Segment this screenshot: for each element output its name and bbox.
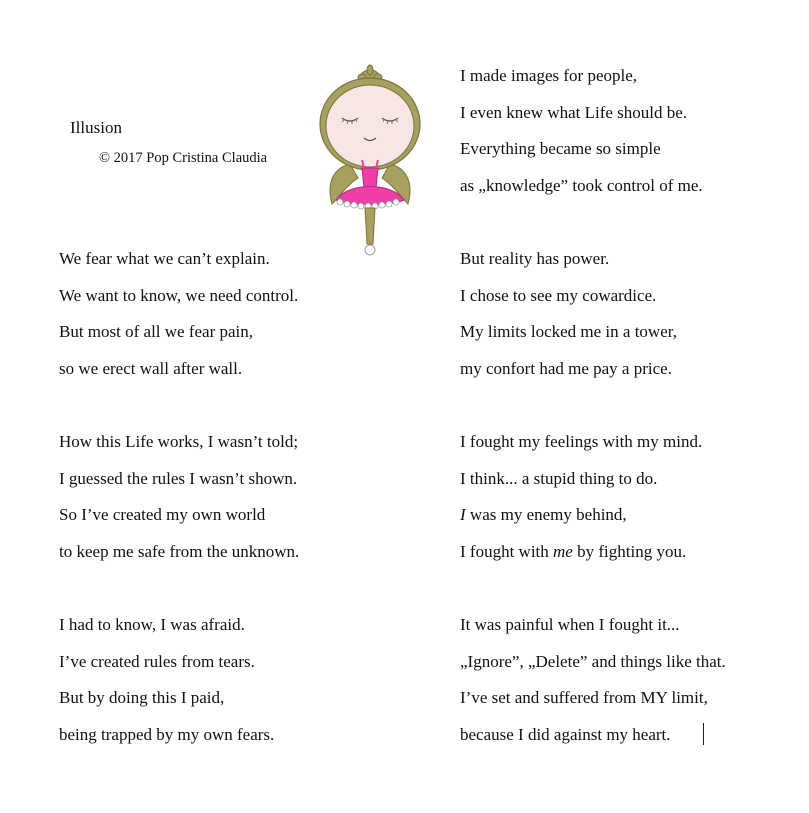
italic-word: me <box>553 541 573 561</box>
copyright-notice: © 2017 Pop Cristina Claudia <box>99 150 268 166</box>
stanza <box>460 241 790 387</box>
torso <box>362 168 378 188</box>
poem-line: I think... a stupid thing to do. <box>460 468 658 488</box>
italic-word: I <box>460 505 466 525</box>
poem-line: I fought my feelings with my mind. <box>460 432 703 451</box>
poem-line: But most of all we fear pain, <box>59 322 254 342</box>
poem-line: I chose to see my cowardice. <box>460 285 657 305</box>
poem-line: It was painful when I fought it... <box>460 615 680 634</box>
poem-line-mixed <box>460 534 790 571</box>
poem-line: My limits locked me in a tower, <box>460 322 677 342</box>
poem-line: because I did against my heart. <box>460 724 671 744</box>
text-cursor <box>703 723 704 745</box>
poem-line: I even knew what Life should be. <box>460 102 688 122</box>
stanza <box>460 424 790 570</box>
poem-line: We fear what we can’t explain. <box>59 249 270 268</box>
poem-line-mixed <box>460 497 790 534</box>
poem-line: How this Life works, I wasn’t told; <box>59 432 299 451</box>
leg <box>365 208 375 244</box>
poem-line: as „knowledge” took control of me. <box>460 175 703 195</box>
poem-line: I’ve set and suffered from MY limit, <box>460 688 708 708</box>
poem-line: so we erect wall after wall. <box>59 358 243 378</box>
line-fragment: was my enemy behind, <box>465 505 627 525</box>
poem-line: I’ve created rules from tears. <box>59 651 255 671</box>
stanza <box>460 607 790 753</box>
stanza <box>59 607 389 753</box>
poem-line: my confort had me pay a price. <box>460 358 672 378</box>
line-fragment: I fought with <box>460 541 554 561</box>
line-fragment: by fighting you. <box>572 541 687 561</box>
poem-line: We want to know, we need control. <box>59 285 299 305</box>
poem-line: I guessed the rules I wasn’t shown. <box>59 468 298 488</box>
poem-line: Everything became so simple <box>460 139 661 159</box>
poem-line: I had to know, I was afraid. <box>59 615 245 634</box>
poem-line: I made images for people, <box>460 66 638 85</box>
poem-line: But by doing this I paid, <box>59 688 225 708</box>
face <box>326 85 414 167</box>
poem-line: „Ignore”, „Delete” and things like that. <box>460 651 726 671</box>
poem-line: But reality has power. <box>460 249 610 268</box>
ballerina-doll-icon <box>312 64 428 260</box>
stanza <box>59 424 389 570</box>
poem-line: being trapped by my own fears. <box>59 724 275 744</box>
stanza <box>460 58 790 204</box>
poem-line: to keep me safe from the unknown. <box>59 541 300 561</box>
poem-line: So I’ve created my own world <box>59 505 266 525</box>
poem-title: Illusion <box>70 118 122 137</box>
stanza <box>59 241 389 387</box>
